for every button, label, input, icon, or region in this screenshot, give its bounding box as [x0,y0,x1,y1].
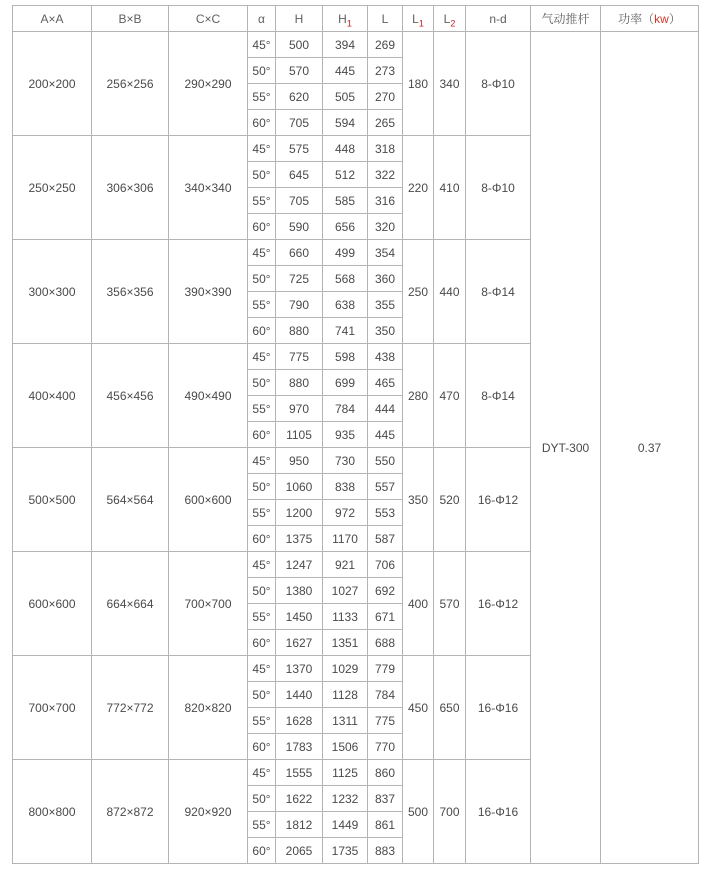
cell-h: 620 [276,84,323,110]
cell-h1: 1027 [323,578,368,604]
cell-nd: 16-Φ12 [466,552,531,656]
cell-h1: 1232 [323,786,368,812]
cell-l2: 570 [434,552,466,656]
cell-l2: 440 [434,240,466,344]
cell-power: 0.37 [601,32,699,864]
cell-size-bxb: 256×256 [92,32,169,136]
cell-l: 273 [368,58,403,84]
cell-l1: 280 [403,344,434,448]
header-l1-subscript: 1 [418,17,424,28]
cell-h1: 1351 [323,630,368,656]
cell-angle: 50° [248,474,276,500]
cell-l: 354 [368,240,403,266]
cell-h1: 1170 [323,526,368,552]
cell-angle: 55° [248,396,276,422]
cell-angle: 55° [248,708,276,734]
cell-h1: 638 [323,292,368,318]
cell-l2: 650 [434,656,466,760]
cell-size-cxc: 920×920 [169,760,248,864]
cell-h: 1440 [276,682,323,708]
cell-h1: 1506 [323,734,368,760]
spec-table-body [13,32,699,864]
cell-angle: 60° [248,734,276,760]
cell-l1: 500 [403,760,434,864]
header-h1-base: H [338,11,347,26]
cell-h: 660 [276,240,323,266]
cell-h1: 568 [323,266,368,292]
cell-l1: 450 [403,656,434,760]
cell-l: 465 [368,370,403,396]
cell-l2: 520 [434,448,466,552]
col-header-power [601,6,699,32]
cell-h1: 1128 [323,682,368,708]
cell-angle: 60° [248,422,276,448]
col-header-actuator: 气动推杆 [531,6,601,32]
cell-size-axa: 600×600 [13,552,92,656]
cell-angle: 50° [248,786,276,812]
cell-angle: 60° [248,838,276,864]
cell-size-axa: 200×200 [13,32,92,136]
cell-nd: 8-Φ14 [466,344,531,448]
col-header-axa: A×A [13,6,92,32]
header-row [13,6,699,32]
cell-l: 553 [368,500,403,526]
cell-angle: 55° [248,188,276,214]
cell-h: 880 [276,318,323,344]
cell-l: 445 [368,422,403,448]
cell-l: 350 [368,318,403,344]
cell-l: 438 [368,344,403,370]
cell-h1: 448 [323,136,368,162]
cell-l: 355 [368,292,403,318]
cell-angle: 50° [248,578,276,604]
cell-h: 590 [276,214,323,240]
cell-l: 322 [368,162,403,188]
cell-l1: 250 [403,240,434,344]
cell-h: 1555 [276,760,323,786]
cell-l: 784 [368,682,403,708]
cell-l1: 350 [403,448,434,552]
cell-h: 1628 [276,708,323,734]
cell-l: 320 [368,214,403,240]
cell-h: 1450 [276,604,323,630]
cell-angle: 45° [248,344,276,370]
cell-angle: 60° [248,318,276,344]
cell-size-cxc: 700×700 [169,552,248,656]
col-header-nd: n-d [466,6,531,32]
cell-size-bxb: 772×772 [92,656,169,760]
cell-h1: 505 [323,84,368,110]
cell-l: 860 [368,760,403,786]
cell-angle: 45° [248,240,276,266]
cell-size-axa: 800×800 [13,760,92,864]
cell-h1: 656 [323,214,368,240]
cell-h: 575 [276,136,323,162]
cell-l: 688 [368,630,403,656]
cell-angle: 50° [248,682,276,708]
cell-l: 692 [368,578,403,604]
col-header-l: L [368,6,403,32]
cell-l: 316 [368,188,403,214]
cell-size-axa: 400×400 [13,344,92,448]
cell-h1: 598 [323,344,368,370]
cell-nd: 16-Φ16 [466,760,531,864]
cell-h1: 585 [323,188,368,214]
cell-angle: 45° [248,656,276,682]
cell-l1: 180 [403,32,434,136]
col-header-l1 [403,6,434,32]
cell-nd: 16-Φ12 [466,448,531,552]
cell-h: 500 [276,32,323,58]
cell-angle: 50° [248,370,276,396]
cell-angle: 45° [248,448,276,474]
col-header-h: H [276,6,323,32]
cell-h: 950 [276,448,323,474]
cell-l: 444 [368,396,403,422]
cell-h1: 730 [323,448,368,474]
cell-h: 570 [276,58,323,84]
table-row [13,32,699,58]
cell-h1: 921 [323,552,368,578]
cell-l: 861 [368,812,403,838]
cell-h: 880 [276,370,323,396]
cell-nd: 16-Φ16 [466,656,531,760]
cell-l: 706 [368,552,403,578]
header-h1-subscript: 1 [346,17,352,28]
cell-h: 775 [276,344,323,370]
spec-table [12,5,699,864]
cell-l1: 400 [403,552,434,656]
cell-h: 1622 [276,786,323,812]
cell-l: 770 [368,734,403,760]
cell-h: 1200 [276,500,323,526]
cell-h: 705 [276,110,323,136]
cell-h: 970 [276,396,323,422]
cell-size-cxc: 600×600 [169,448,248,552]
col-header-h1 [323,6,368,32]
cell-h: 1783 [276,734,323,760]
cell-h: 1812 [276,812,323,838]
cell-h1: 512 [323,162,368,188]
cell-angle: 50° [248,266,276,292]
cell-h: 645 [276,162,323,188]
cell-h1: 741 [323,318,368,344]
cell-angle: 45° [248,760,276,786]
cell-h1: 1449 [323,812,368,838]
cell-size-cxc: 290×290 [169,32,248,136]
cell-size-axa: 300×300 [13,240,92,344]
cell-angle: 45° [248,136,276,162]
header-power-unit: kw [654,12,669,26]
cell-h1: 1735 [323,838,368,864]
cell-nd: 8-Φ10 [466,136,531,240]
cell-h1: 394 [323,32,368,58]
cell-l: 775 [368,708,403,734]
cell-angle: 55° [248,812,276,838]
cell-h: 1627 [276,630,323,656]
cell-l2: 470 [434,344,466,448]
cell-h: 1247 [276,552,323,578]
cell-l: 265 [368,110,403,136]
cell-l1: 220 [403,136,434,240]
cell-h1: 594 [323,110,368,136]
cell-angle: 45° [248,32,276,58]
cell-angle: 55° [248,500,276,526]
cell-size-cxc: 390×390 [169,240,248,344]
cell-size-bxb: 872×872 [92,760,169,864]
cell-l: 587 [368,526,403,552]
cell-l: 269 [368,32,403,58]
cell-h1: 1133 [323,604,368,630]
col-header-cxc: C×C [169,6,248,32]
cell-angle: 50° [248,162,276,188]
header-l2-base: L [443,11,451,26]
cell-h1: 838 [323,474,368,500]
header-power-prefix: 功率（ [618,12,655,26]
cell-size-bxb: 456×456 [92,344,169,448]
cell-h: 1370 [276,656,323,682]
cell-h: 2065 [276,838,323,864]
cell-size-bxb: 564×564 [92,448,169,552]
cell-nd: 8-Φ10 [466,32,531,136]
header-l1-base: L [412,11,419,26]
cell-angle: 60° [248,110,276,136]
col-header-bxb: B×B [92,6,169,32]
cell-h1: 1029 [323,656,368,682]
cell-h1: 935 [323,422,368,448]
col-header-alpha: α [248,6,276,32]
cell-h: 1105 [276,422,323,448]
cell-h: 1380 [276,578,323,604]
cell-h1: 445 [323,58,368,84]
cell-size-cxc: 490×490 [169,344,248,448]
header-l2-subscript: 2 [450,17,456,28]
cell-h: 1375 [276,526,323,552]
cell-l: 671 [368,604,403,630]
cell-angle: 50° [248,58,276,84]
cell-size-cxc: 340×340 [169,136,248,240]
cell-size-cxc: 820×820 [169,656,248,760]
cell-size-bxb: 306×306 [92,136,169,240]
cell-size-bxb: 356×356 [92,240,169,344]
header-power-suffix: ） [668,12,681,26]
cell-l: 360 [368,266,403,292]
cell-l: 837 [368,786,403,812]
cell-angle: 45° [248,552,276,578]
cell-h: 790 [276,292,323,318]
cell-actuator: DYT-300 [531,32,601,864]
cell-h: 705 [276,188,323,214]
cell-angle: 60° [248,214,276,240]
col-header-l2 [434,6,466,32]
cell-h1: 972 [323,500,368,526]
cell-l: 557 [368,474,403,500]
cell-h1: 784 [323,396,368,422]
cell-nd: 8-Φ14 [466,240,531,344]
cell-size-axa: 500×500 [13,448,92,552]
cell-angle: 55° [248,604,276,630]
cell-h1: 499 [323,240,368,266]
cell-l: 779 [368,656,403,682]
cell-angle: 60° [248,526,276,552]
cell-size-axa: 700×700 [13,656,92,760]
cell-h1: 699 [323,370,368,396]
cell-h: 725 [276,266,323,292]
cell-angle: 55° [248,292,276,318]
cell-size-bxb: 664×664 [92,552,169,656]
cell-size-axa: 250×250 [13,136,92,240]
cell-l2: 410 [434,136,466,240]
cell-h1: 1125 [323,760,368,786]
cell-l2: 340 [434,32,466,136]
cell-l: 270 [368,84,403,110]
cell-h1: 1311 [323,708,368,734]
cell-l2: 700 [434,760,466,864]
cell-angle: 60° [248,630,276,656]
cell-h: 1060 [276,474,323,500]
cell-l: 318 [368,136,403,162]
cell-l: 550 [368,448,403,474]
cell-angle: 55° [248,84,276,110]
cell-l: 883 [368,838,403,864]
